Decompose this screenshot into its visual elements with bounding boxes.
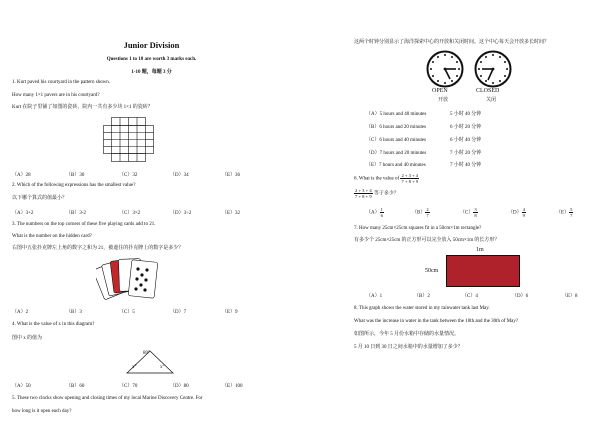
courtyard-grid bbox=[103, 117, 154, 162]
q1-option-b[interactable]: （B）30 bbox=[66, 173, 85, 178]
q1-option-d[interactable]: （D）34 bbox=[170, 173, 189, 178]
q6-option-a-den: 6 bbox=[380, 213, 383, 218]
q4-option-b[interactable]: （B）60 bbox=[66, 384, 85, 389]
q3-option-d[interactable]: （D）7 bbox=[170, 310, 187, 315]
q6-option-b-den: 7 bbox=[426, 213, 429, 218]
q6-option-c-num: 3 bbox=[474, 207, 477, 212]
q8-text-cn2: 5 月 10 日到 30 日之间水箱中的水量增加了多少？ bbox=[354, 345, 463, 350]
q1-option-e[interactable]: （E）36 bbox=[222, 173, 241, 178]
q5-option-c[interactable]: （C）6 hours and 40 minutes bbox=[366, 138, 426, 143]
q3-text-en: 3. The numbers on the top corners of these five playing cards add to 21. bbox=[12, 222, 156, 227]
q1-option-c[interactable]: （C）32 bbox=[119, 173, 138, 178]
q3-option-a[interactable]: （A）2 bbox=[12, 310, 29, 315]
q6-option-d-den: 9 bbox=[522, 213, 525, 218]
marks-subtitle-cn: 1-10 题，每题 3 分 bbox=[131, 70, 172, 75]
closed-label-cn: 关闭 bbox=[486, 98, 497, 103]
rect-width-label: 1m bbox=[476, 247, 484, 253]
angle-top-label: 80° bbox=[143, 351, 150, 356]
q5-option-b[interactable]: （B）6 hours and 20 minutes bbox=[366, 125, 426, 130]
open-label: OPEN bbox=[432, 88, 448, 94]
triangle-diagram bbox=[125, 350, 175, 374]
q2-text-en: 2. Which of the following expressions has the smallest value? bbox=[12, 183, 136, 188]
q6-fraction-cn bbox=[354, 188, 373, 199]
q1-text-cn: Kurt 在院子里铺了如图的瓷砖，院内一共有多少块 1×1 的瓷砖？ bbox=[12, 105, 153, 110]
q5-option-a[interactable]: （A）5 hours and 40 minutes bbox=[366, 112, 427, 117]
q6-option-e-label: （E） bbox=[556, 210, 570, 216]
q5-option-e-cn: 7 小时 40 分钟 bbox=[450, 163, 482, 168]
marks-subtitle: Questions 1 to 10 are worth 3 marks each. bbox=[106, 57, 197, 62]
q7-text-en: 7. How many 25cm×25cm squares fit in a 50cm×1m rectangle? bbox=[354, 226, 482, 231]
q7-text-cn: 有多少个 25cm×25cm 的正方形可以完全放入 50cm×1m 的长方形？ bbox=[354, 238, 500, 243]
q3-option-e[interactable]: （E）9 bbox=[222, 310, 238, 315]
q1-text-en: 1. Kurt paved his courtyard in the pattern shown. bbox=[12, 80, 111, 85]
q3-option-c[interactable]: （C）5 bbox=[119, 310, 135, 315]
q5-option-c-cn: 6 小时 40 分钟 bbox=[450, 138, 482, 143]
q6-option-b[interactable] bbox=[412, 207, 430, 220]
q6-question-cn bbox=[354, 188, 399, 201]
q8-text-en2: What was the increase in water in the tank between the 10th and the 30th of May? bbox=[354, 319, 519, 324]
q2-option-a[interactable]: （A）3+2 bbox=[12, 211, 34, 216]
open-label-cn: 开放 bbox=[438, 98, 449, 103]
q6-fraction bbox=[400, 173, 419, 184]
rect-height-label: 50cm bbox=[425, 268, 439, 274]
q4-option-e[interactable]: （E）100 bbox=[222, 384, 243, 389]
q6-option-e-num: 5 bbox=[570, 207, 573, 212]
q6-text-cn: 等于多少？ bbox=[373, 191, 399, 197]
q6-option-d-num: 4 bbox=[522, 207, 525, 212]
q4-option-a[interactable]: （A）50 bbox=[12, 384, 31, 389]
q6-fraction-den: 7 + 8 + 9 bbox=[401, 179, 419, 184]
q6-option-d[interactable] bbox=[508, 207, 526, 220]
q4-option-c[interactable]: （C）70 bbox=[119, 384, 138, 389]
q6-option-a-label: （A） bbox=[366, 210, 380, 216]
q4-text-cn: 图中 x 的值为 bbox=[12, 336, 43, 341]
angle-left-label: x° bbox=[132, 365, 137, 370]
q3-text-cn: 右图中五张扑克牌左上角的数字之和为 21，被遮住的扑克牌上的数字是多少？ bbox=[12, 246, 184, 251]
q6-option-e[interactable] bbox=[556, 207, 573, 220]
q6-fraction-cn-num: 2 + 3 + 4 bbox=[355, 188, 372, 193]
q5-option-d-cn: 7 小时 20 分钟 bbox=[450, 151, 482, 156]
angle-right-label: x° bbox=[160, 365, 165, 370]
q6-option-b-num: 2 bbox=[426, 207, 429, 212]
q4-text-en: 4. What is the value of x in this diagram? bbox=[12, 322, 95, 327]
q2-option-c[interactable]: （C）3×2 bbox=[119, 211, 141, 216]
q2-text-cn: 以下哪个算式的值最小？ bbox=[12, 196, 68, 201]
q1-text-en2: How many 1×1 pavers are in his courtyard? bbox=[12, 93, 100, 98]
q6-text-en: 6. What is the value of bbox=[354, 176, 400, 182]
q3-option-b[interactable]: （B）3 bbox=[66, 310, 82, 315]
q5-text-en: 5. These two clocks show opening and closing times of my local Marine Discovery Centre. For bbox=[12, 396, 203, 401]
q5-option-e[interactable]: （E）7 hours and 40 minutes bbox=[366, 163, 426, 168]
left-page bbox=[0, 0, 303, 447]
right-page bbox=[304, 0, 607, 447]
q5-option-a-cn: 5 小时 40 分钟 bbox=[450, 112, 482, 117]
q5-option-b-cn: 6 小时 20 分钟 bbox=[450, 125, 482, 130]
q6-option-c[interactable] bbox=[460, 207, 478, 220]
closed-clock bbox=[474, 50, 512, 88]
q6-option-a-num: 1 bbox=[380, 207, 383, 212]
q7-option-a[interactable]: （A）1 bbox=[366, 294, 383, 299]
q8-text-en: 8. This graph shows the water stored in my rainwater tank last May. bbox=[354, 306, 490, 311]
q7-option-b[interactable]: （B）2 bbox=[414, 294, 430, 299]
q6-option-c-den: 8 bbox=[474, 213, 477, 218]
q6-option-e-den: 7 bbox=[570, 213, 573, 218]
red-rectangle bbox=[446, 255, 520, 287]
q4-option-d[interactable]: （D）80 bbox=[170, 384, 189, 389]
q5-text-en2: how long is it open each day? bbox=[12, 409, 72, 414]
q1-option-a[interactable]: （A）28 bbox=[12, 173, 31, 178]
q6-question bbox=[354, 173, 419, 186]
q6-option-a[interactable] bbox=[366, 207, 384, 220]
q6-fraction-num: 2 + 3 + 4 bbox=[401, 173, 419, 178]
q6-option-d-label: （D） bbox=[508, 210, 522, 216]
q8-text-cn: 如图所示，今年 5 月份水箱中存储的水量情况。 bbox=[354, 332, 460, 337]
q2-option-e[interactable]: （E）32 bbox=[222, 211, 241, 216]
q2-option-d[interactable]: （D）3÷2 bbox=[170, 211, 192, 216]
q6-option-b-label: （B） bbox=[412, 210, 426, 216]
q6-option-c-label: （C） bbox=[460, 210, 474, 216]
closed-label: CLOSED bbox=[476, 88, 500, 94]
q5-text-cn: 这两个时钟分别显示了海洋探索中心的开放和关闭时间。这个中心每天会开放多长时间？ bbox=[354, 40, 550, 45]
open-clock bbox=[426, 50, 464, 88]
q7-option-d[interactable]: （D）6 bbox=[512, 294, 529, 299]
q6-fraction-cn-den: 7 + 8 + 9 bbox=[355, 194, 372, 199]
division-title: Junior Division bbox=[123, 40, 180, 50]
q7-option-c[interactable]: （C）4 bbox=[462, 294, 478, 299]
q3-text-en2: What is the number on the hidden card? bbox=[12, 234, 92, 239]
q7-option-e[interactable]: （E）8 bbox=[562, 294, 578, 299]
q2-option-b[interactable]: （B）3-2 bbox=[66, 211, 87, 216]
q5-option-d[interactable]: （D）7 hours and 20 minutes bbox=[366, 151, 427, 156]
playing-cards-illustration bbox=[96, 257, 168, 303]
